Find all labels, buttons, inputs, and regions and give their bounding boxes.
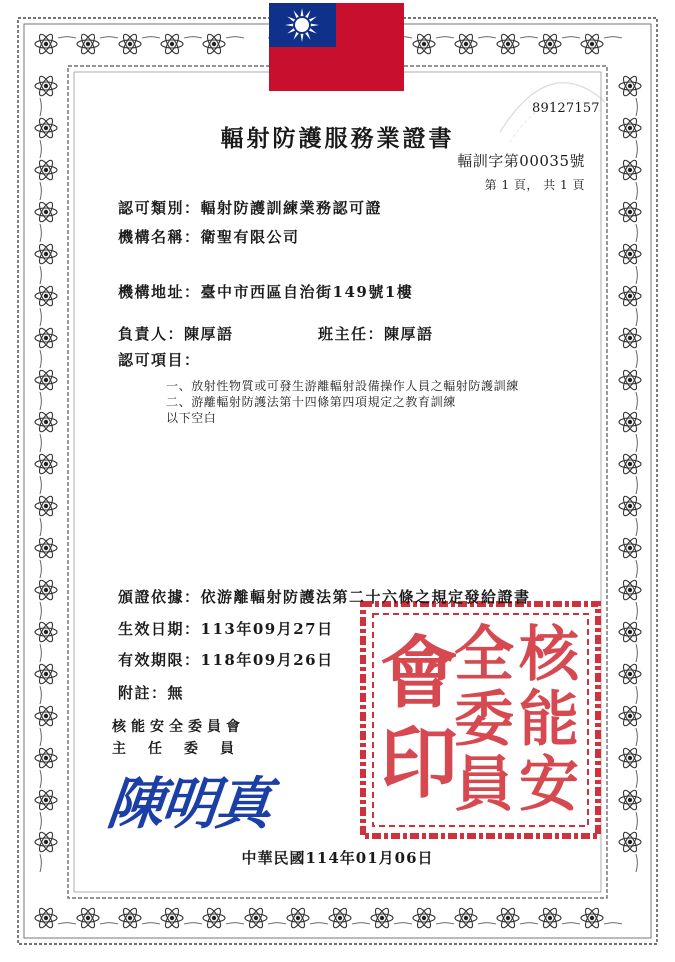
atom-ornament-icon <box>35 368 57 391</box>
vine-ornament <box>40 686 41 704</box>
vine-ornament <box>184 923 202 924</box>
vine-ornament <box>636 392 637 410</box>
vine-ornament <box>40 98 41 116</box>
atom-ornament-icon <box>619 410 641 433</box>
atom-ornament-icon <box>581 32 603 55</box>
sun-ray <box>311 24 319 27</box>
page-info: 第 1 頁， 共 1 頁 <box>484 178 585 192</box>
atom-ornament-icon <box>35 788 57 811</box>
vine-ornament <box>40 770 41 788</box>
atom-ornament-icon <box>35 704 57 727</box>
expiry-row <box>118 649 334 670</box>
official-seal <box>359 600 602 840</box>
atom-ornament-icon <box>619 578 641 601</box>
white-sun-icon <box>282 5 322 45</box>
seal-character: 核 <box>519 620 579 690</box>
vine-ornament <box>636 728 637 746</box>
atom-ornament-icon <box>35 906 57 929</box>
vine-ornament <box>58 37 76 38</box>
vine-ornament <box>636 602 637 620</box>
atom-ornament-icon <box>119 906 141 929</box>
atom-ornament-icon <box>619 662 641 685</box>
vine-ornament <box>636 476 637 494</box>
expiry-label: 有效期限： <box>118 651 201 669</box>
vine-ornament <box>636 182 637 200</box>
atom-ornament-icon <box>413 906 435 929</box>
seal-character: 員 <box>454 750 514 820</box>
document-number: 輻訓字第00035號 <box>457 152 585 170</box>
certificate-title: 輻射防護服務業證書 <box>220 125 455 152</box>
vine-ornament <box>268 923 286 924</box>
vine-ornament <box>40 728 41 746</box>
vine-ornament <box>142 923 160 924</box>
atom-ornament-icon <box>35 620 57 643</box>
atom-ornament-icon <box>619 368 641 391</box>
sun-ray <box>285 24 293 27</box>
owner-label: 負責人： <box>118 325 185 343</box>
atom-ornament-icon <box>245 906 267 929</box>
atom-ornament-icon <box>119 32 141 55</box>
sun-ray <box>301 34 304 42</box>
vine-ornament <box>636 812 637 830</box>
atom-ornament-icon <box>539 32 561 55</box>
basis-value: 依游離輻射防護法第二十六條之規定發給證書 <box>200 588 531 606</box>
issue-date: 中華民國114年01月06日 <box>241 849 434 867</box>
atom-ornament-icon <box>287 906 309 929</box>
vine-ornament <box>562 923 580 924</box>
vine-ornament <box>40 812 41 830</box>
org-row <box>118 226 300 247</box>
sun-ray <box>287 17 295 22</box>
atom-ornament-icon <box>35 494 57 517</box>
vine-ornament <box>604 923 622 924</box>
items-label: 認可項目： <box>118 351 201 369</box>
atom-ornament-icon <box>619 536 641 559</box>
atom-ornament-icon <box>619 242 641 265</box>
sun-ray <box>305 10 310 18</box>
atom-ornament-icon <box>35 32 57 55</box>
atom-ornament-icon <box>329 906 351 929</box>
vine-ornament <box>636 434 637 452</box>
atom-ornament-icon <box>161 32 183 55</box>
vine-ornament <box>636 350 637 368</box>
basis-row <box>118 586 531 607</box>
atom-ornament-icon <box>371 906 393 929</box>
vine-ornament <box>520 923 538 924</box>
sun-ray <box>287 28 295 33</box>
atom-ornament-icon <box>497 906 519 929</box>
atom-ornament-icon <box>619 494 641 517</box>
vine-ornament <box>636 98 637 116</box>
vine-ornament <box>352 923 370 924</box>
atom-ornament-icon <box>619 284 641 307</box>
atom-ornament-icon <box>35 410 57 433</box>
vine-ornament <box>226 923 244 924</box>
atom-ornament-icon <box>35 158 57 181</box>
vine-ornament <box>40 266 41 284</box>
sun-ray <box>294 32 299 40</box>
vine-ornament <box>40 560 41 578</box>
vine-ornament <box>40 518 41 536</box>
category-label: 認可類別： <box>118 199 201 217</box>
sun-ray <box>294 10 299 18</box>
atom-ornament-icon <box>161 906 183 929</box>
basis-label: 頒證依據： <box>118 588 201 606</box>
effective-row <box>118 618 334 639</box>
vine-ornament <box>636 518 637 536</box>
atom-ornament-icon <box>413 32 435 55</box>
sun-ray <box>301 8 304 16</box>
vine-ornament <box>562 37 580 38</box>
list-item: 二、游離輻射防護法第十四條第四項規定之教育訓練 <box>166 395 456 409</box>
atom-ornament-icon <box>539 906 561 929</box>
vine-ornament <box>142 37 160 38</box>
vine-ornament <box>100 37 118 38</box>
flag-canton <box>269 3 336 47</box>
note-row <box>118 682 184 703</box>
seal-character: 安 <box>519 750 579 820</box>
atom-ornament-icon <box>35 284 57 307</box>
sun-ray <box>309 28 317 33</box>
atom-ornament-icon <box>35 200 57 223</box>
director-row <box>318 323 434 344</box>
owner-row <box>118 323 234 344</box>
atom-ornament-icon <box>77 32 99 55</box>
vine-ornament <box>40 392 41 410</box>
atom-ornament-icon <box>203 906 225 929</box>
committee-name: 核能安全委員會 <box>112 719 245 735</box>
address-label: 機構地址： <box>118 283 201 301</box>
vine-ornament <box>636 686 637 704</box>
vine-ornament <box>636 560 637 578</box>
vine-ornament <box>40 182 41 200</box>
vine-ornament <box>636 644 637 662</box>
sun-ray <box>309 17 317 22</box>
atom-ornament-icon <box>35 536 57 559</box>
atom-ornament-icon <box>619 788 641 811</box>
seal-character: 全 <box>454 620 514 690</box>
vine-ornament <box>478 37 496 38</box>
atom-ornament-icon <box>35 242 57 265</box>
atom-ornament-icon <box>619 158 641 181</box>
atom-ornament-icon <box>35 746 57 769</box>
vine-ornament <box>436 37 454 38</box>
vine-ornament <box>636 266 637 284</box>
vine-ornament <box>636 224 637 242</box>
category-value: 輻射防護訓練業務認可證 <box>200 199 383 217</box>
signature: 陳明真 <box>104 771 274 837</box>
atom-ornament-icon <box>35 74 57 97</box>
vine-ornament <box>520 37 538 38</box>
vine-ornament <box>310 923 328 924</box>
vine-ornament <box>636 308 637 326</box>
org-value: 衛聖有限公司 <box>200 228 300 246</box>
atom-ornament-icon <box>619 620 641 643</box>
atom-ornament-icon <box>619 200 641 223</box>
owner-value: 陳厚語 <box>184 325 234 343</box>
seal-character: 能 <box>519 685 579 755</box>
atom-ornament-icon <box>35 662 57 685</box>
atom-ornament-icon <box>35 326 57 349</box>
atom-ornament-icon <box>35 452 57 475</box>
atom-ornament-icon <box>619 326 641 349</box>
vine-ornament <box>604 37 622 38</box>
atom-ornament-icon <box>619 704 641 727</box>
vine-ornament <box>40 224 41 242</box>
vine-ornament <box>40 434 41 452</box>
list-item: 一、放射性物質或可發生游離輻射設備操作人員之輻射防護訓練 <box>166 379 519 393</box>
vine-ornament <box>40 644 41 662</box>
atom-ornament-icon <box>619 452 641 475</box>
seal-character: 會 <box>379 628 459 719</box>
address-value: 臺中市西區自治街149號1樓 <box>200 283 414 301</box>
atom-ornament-icon <box>203 32 225 55</box>
vine-ornament <box>100 923 118 924</box>
director-label: 班主任： <box>318 325 385 343</box>
sun-ray <box>305 32 310 40</box>
roc-flag-icon <box>269 3 404 91</box>
atom-ornament-icon <box>581 906 603 929</box>
note-label: 附註： <box>118 684 168 702</box>
vine-ornament <box>436 923 454 924</box>
vine-ornament <box>226 37 244 38</box>
vine-ornament <box>40 476 41 494</box>
vine-ornament <box>58 923 76 924</box>
vine-ornament <box>40 350 41 368</box>
vine-ornament <box>636 770 637 788</box>
effective-label: 生效日期： <box>118 620 201 638</box>
serial-number: 89127157 <box>532 101 600 116</box>
vine-ornament <box>478 923 496 924</box>
atom-ornament-icon <box>455 906 477 929</box>
vine-ornament <box>40 602 41 620</box>
vine-ornament <box>184 37 202 38</box>
committee-title: 主任委員 <box>112 741 256 757</box>
note-value: 無 <box>167 684 185 702</box>
category-row <box>118 197 382 218</box>
atom-ornament-icon <box>455 32 477 55</box>
vine-ornament <box>394 923 412 924</box>
org-label: 機構名稱： <box>118 228 201 246</box>
atom-ornament-icon <box>497 32 519 55</box>
address-row <box>118 281 413 302</box>
director-value: 陳厚語 <box>384 325 434 343</box>
list-item: 以下空白 <box>166 411 217 425</box>
atom-ornament-icon <box>619 746 641 769</box>
effective-value: 113年09月27日 <box>200 620 334 638</box>
atom-ornament-icon <box>619 74 641 97</box>
seal-character: 委 <box>454 685 514 755</box>
atom-ornament-icon <box>35 578 57 601</box>
atom-ornament-icon <box>77 906 99 929</box>
seal-character: 印 <box>379 718 459 809</box>
vine-ornament <box>40 308 41 326</box>
expiry-value: 118年09月26日 <box>200 651 334 669</box>
